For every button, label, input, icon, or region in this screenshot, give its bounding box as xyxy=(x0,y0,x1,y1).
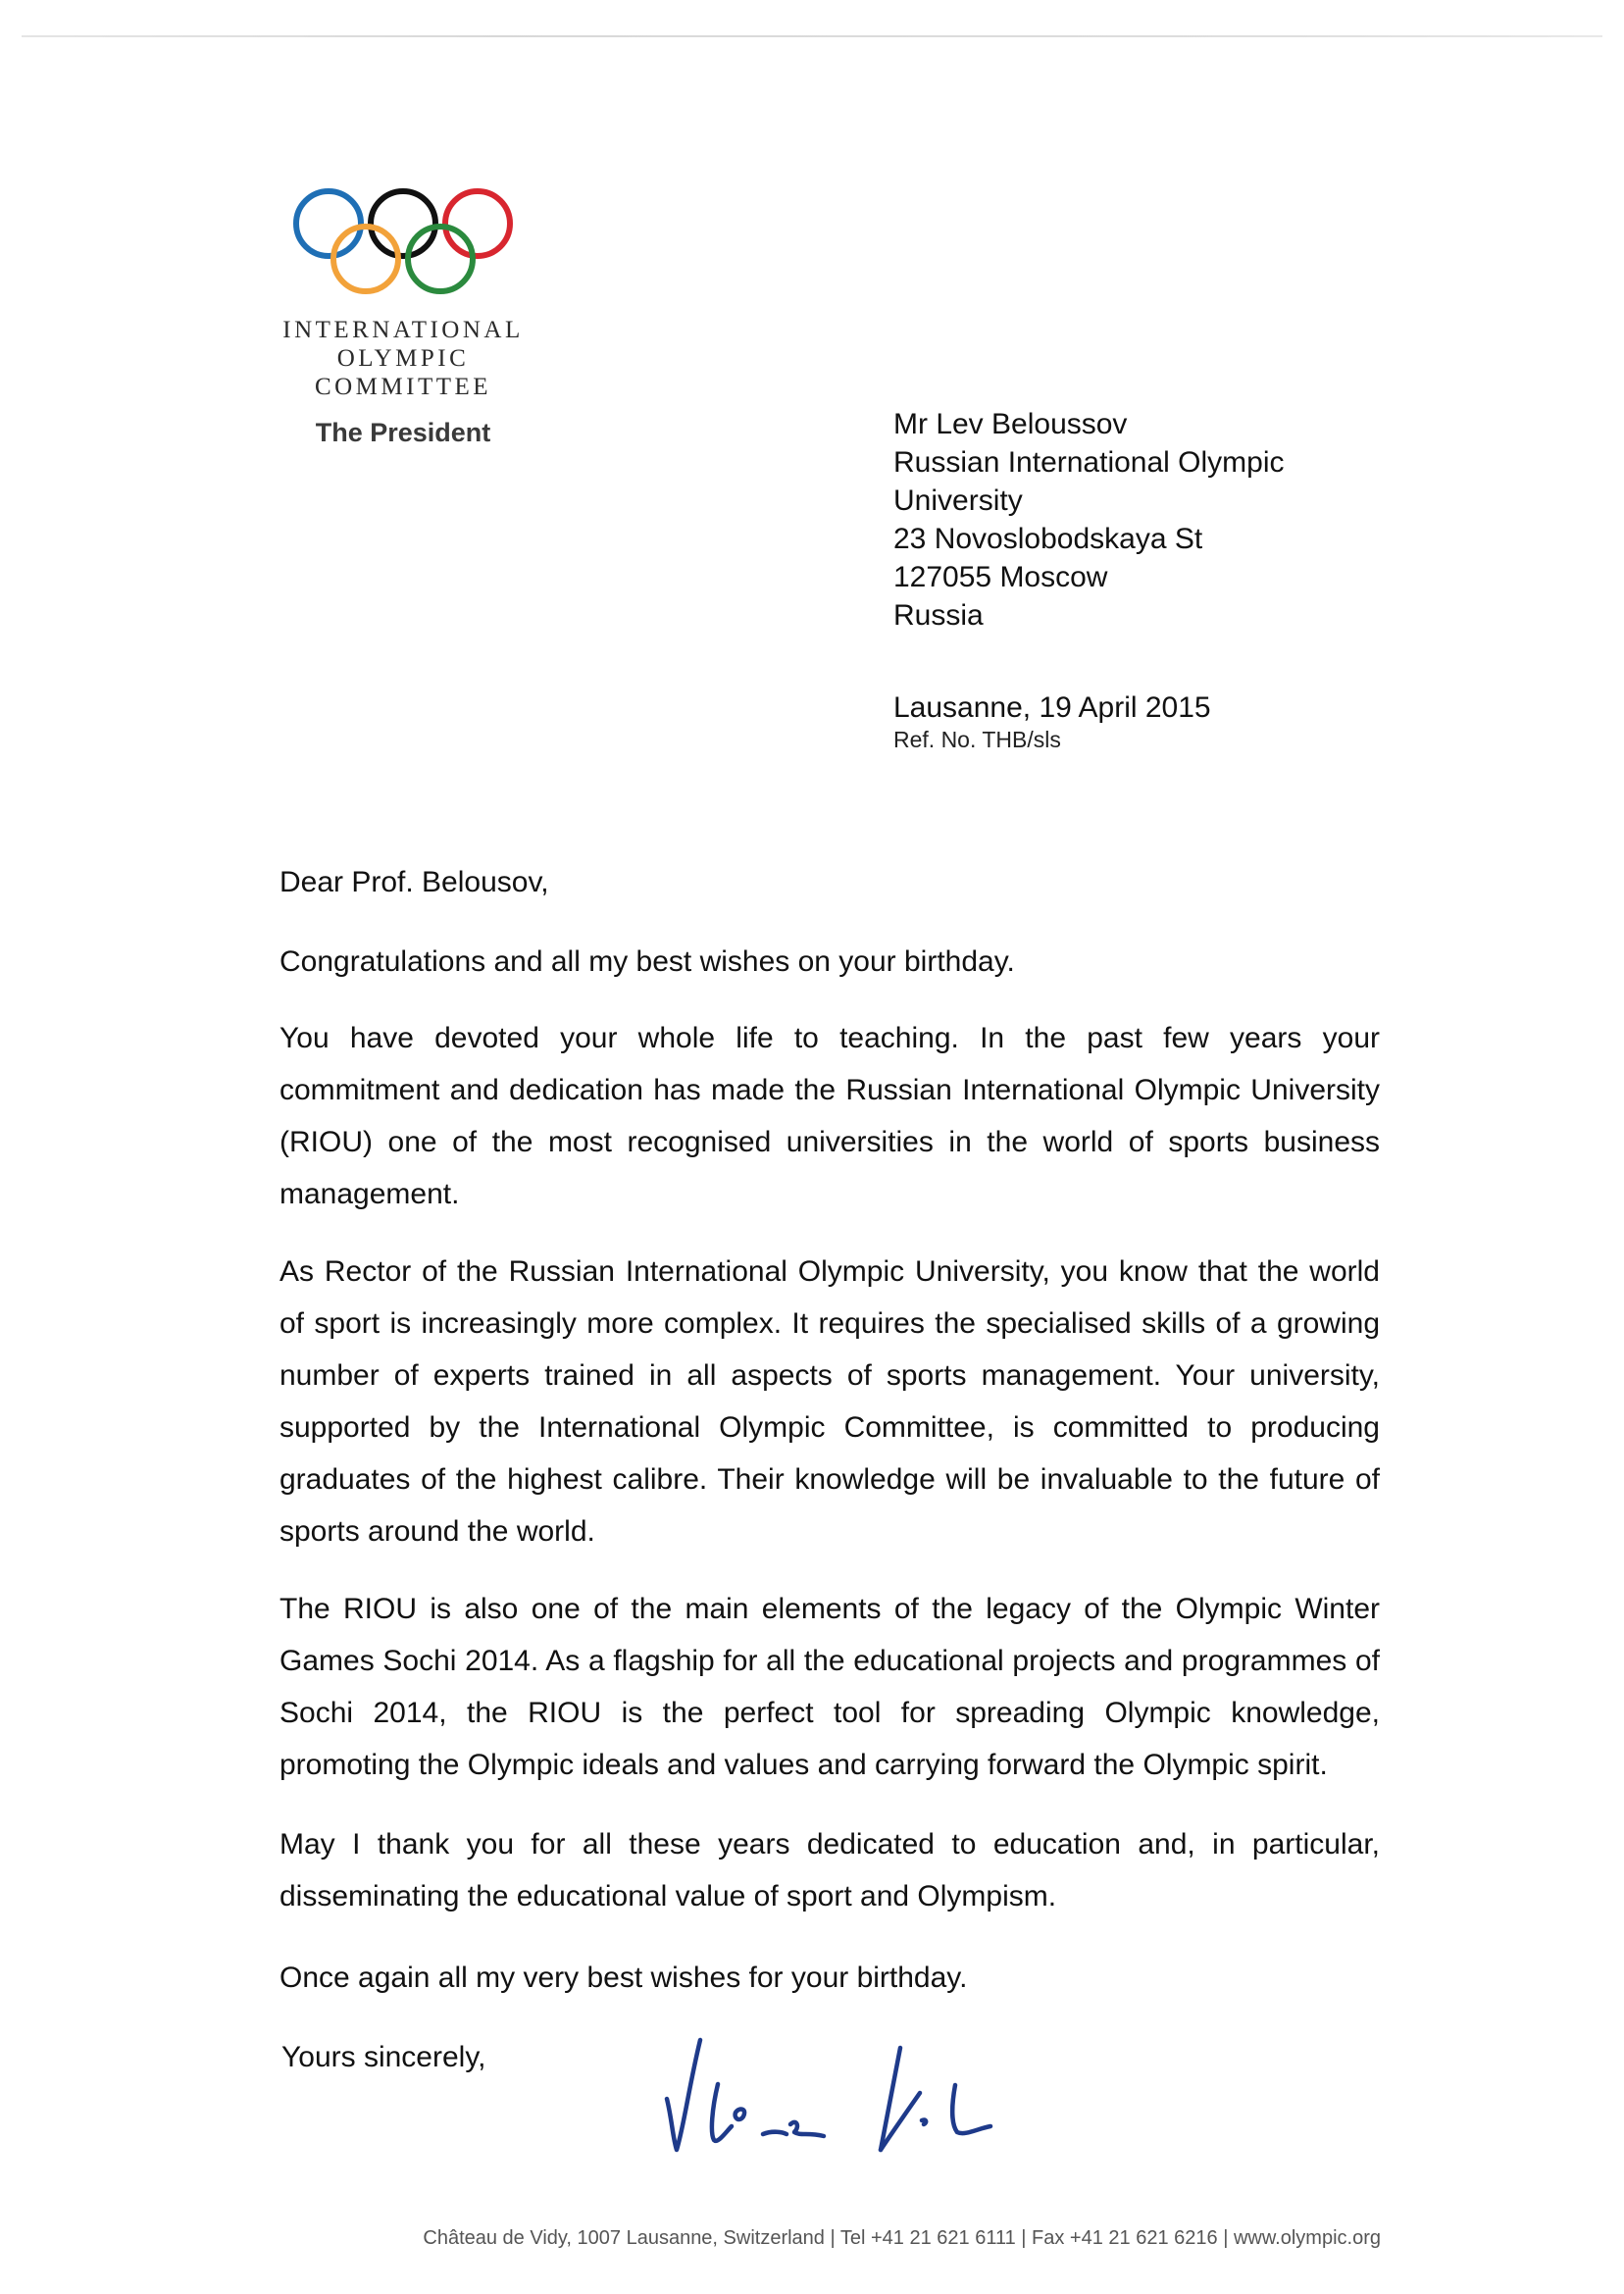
org-name-line: COMMITTEE xyxy=(314,374,492,400)
recipient-organization: Russian International Olympic xyxy=(893,446,1285,479)
recipient-address xyxy=(893,405,1285,635)
closing: Yours sincerely, xyxy=(281,2041,486,2073)
org-name-line: OLYMPIC xyxy=(336,345,470,372)
body-paragraph: May I thank you for all these years dedicated to education and, in particular, disseminating the educational value of sport and Olympism. xyxy=(279,1828,1380,1912)
body-paragraph: Congratulations and all my best wishes on your birthday. xyxy=(279,945,1015,978)
letter-date: Lausanne, 19 April 2015 xyxy=(893,691,1211,724)
organization-name xyxy=(271,316,535,401)
body-paragraph: You have devoted your whole life to teaching. In the past few years your commitment and dedication has made the Russian International Olympic University (RIOU) one of the most recognised universities in the world of sports business management. xyxy=(279,1022,1380,1210)
sender-role: The President xyxy=(315,418,491,447)
recipient-organization-cont: University xyxy=(893,484,1023,517)
handwritten-signature xyxy=(628,2030,1059,2158)
reference-number: Ref. No. THB/sls xyxy=(893,727,1061,752)
body-paragraph: The RIOU is also one of the main elements of the legacy of the Olympic Winter Games Sochi 2014. As a flagship for all the educational projects and programmes of Sochi 2014, the RIOU is the perfect tool for spreading Olympic knowledge, promoting the Olympic ideals and values and carrying forward the Olympic spirit. xyxy=(279,1593,1380,1781)
body-paragraph: Once again all my very best wishes for your birthday. xyxy=(279,1962,968,1994)
recipient-street: 23 Novoslobodskaya St xyxy=(893,523,1203,555)
recipient-country: Russia xyxy=(893,599,984,632)
body-paragraph: As Rector of the Russian International Olympic University, you know that the world of sport is increasingly more complex. It requires the specialised skills of a growing number of experts trained in all aspects of sports management. Your university, supported by the International Olympic Committee, is committed to producing graduates of the highest calibre. Their knowledge will be invaluable to the future of sports around the world. xyxy=(279,1255,1380,1548)
recipient-city: 127055 Moscow xyxy=(893,561,1108,593)
org-name-line: INTERNATIONAL xyxy=(282,317,524,343)
top-scan-edge xyxy=(22,35,1602,37)
recipient-name: Mr Lev Beloussov xyxy=(893,408,1128,440)
footer-contact: Château de Vidy, 1007 Lausanne, Switzerland | Tel +41 21 621 6111 | Fax +41 21 621 6216 | www.olympic.org xyxy=(423,2227,1381,2249)
olympic-rings-icon xyxy=(290,184,516,300)
salutation: Dear Prof. Belousov, xyxy=(279,866,549,898)
